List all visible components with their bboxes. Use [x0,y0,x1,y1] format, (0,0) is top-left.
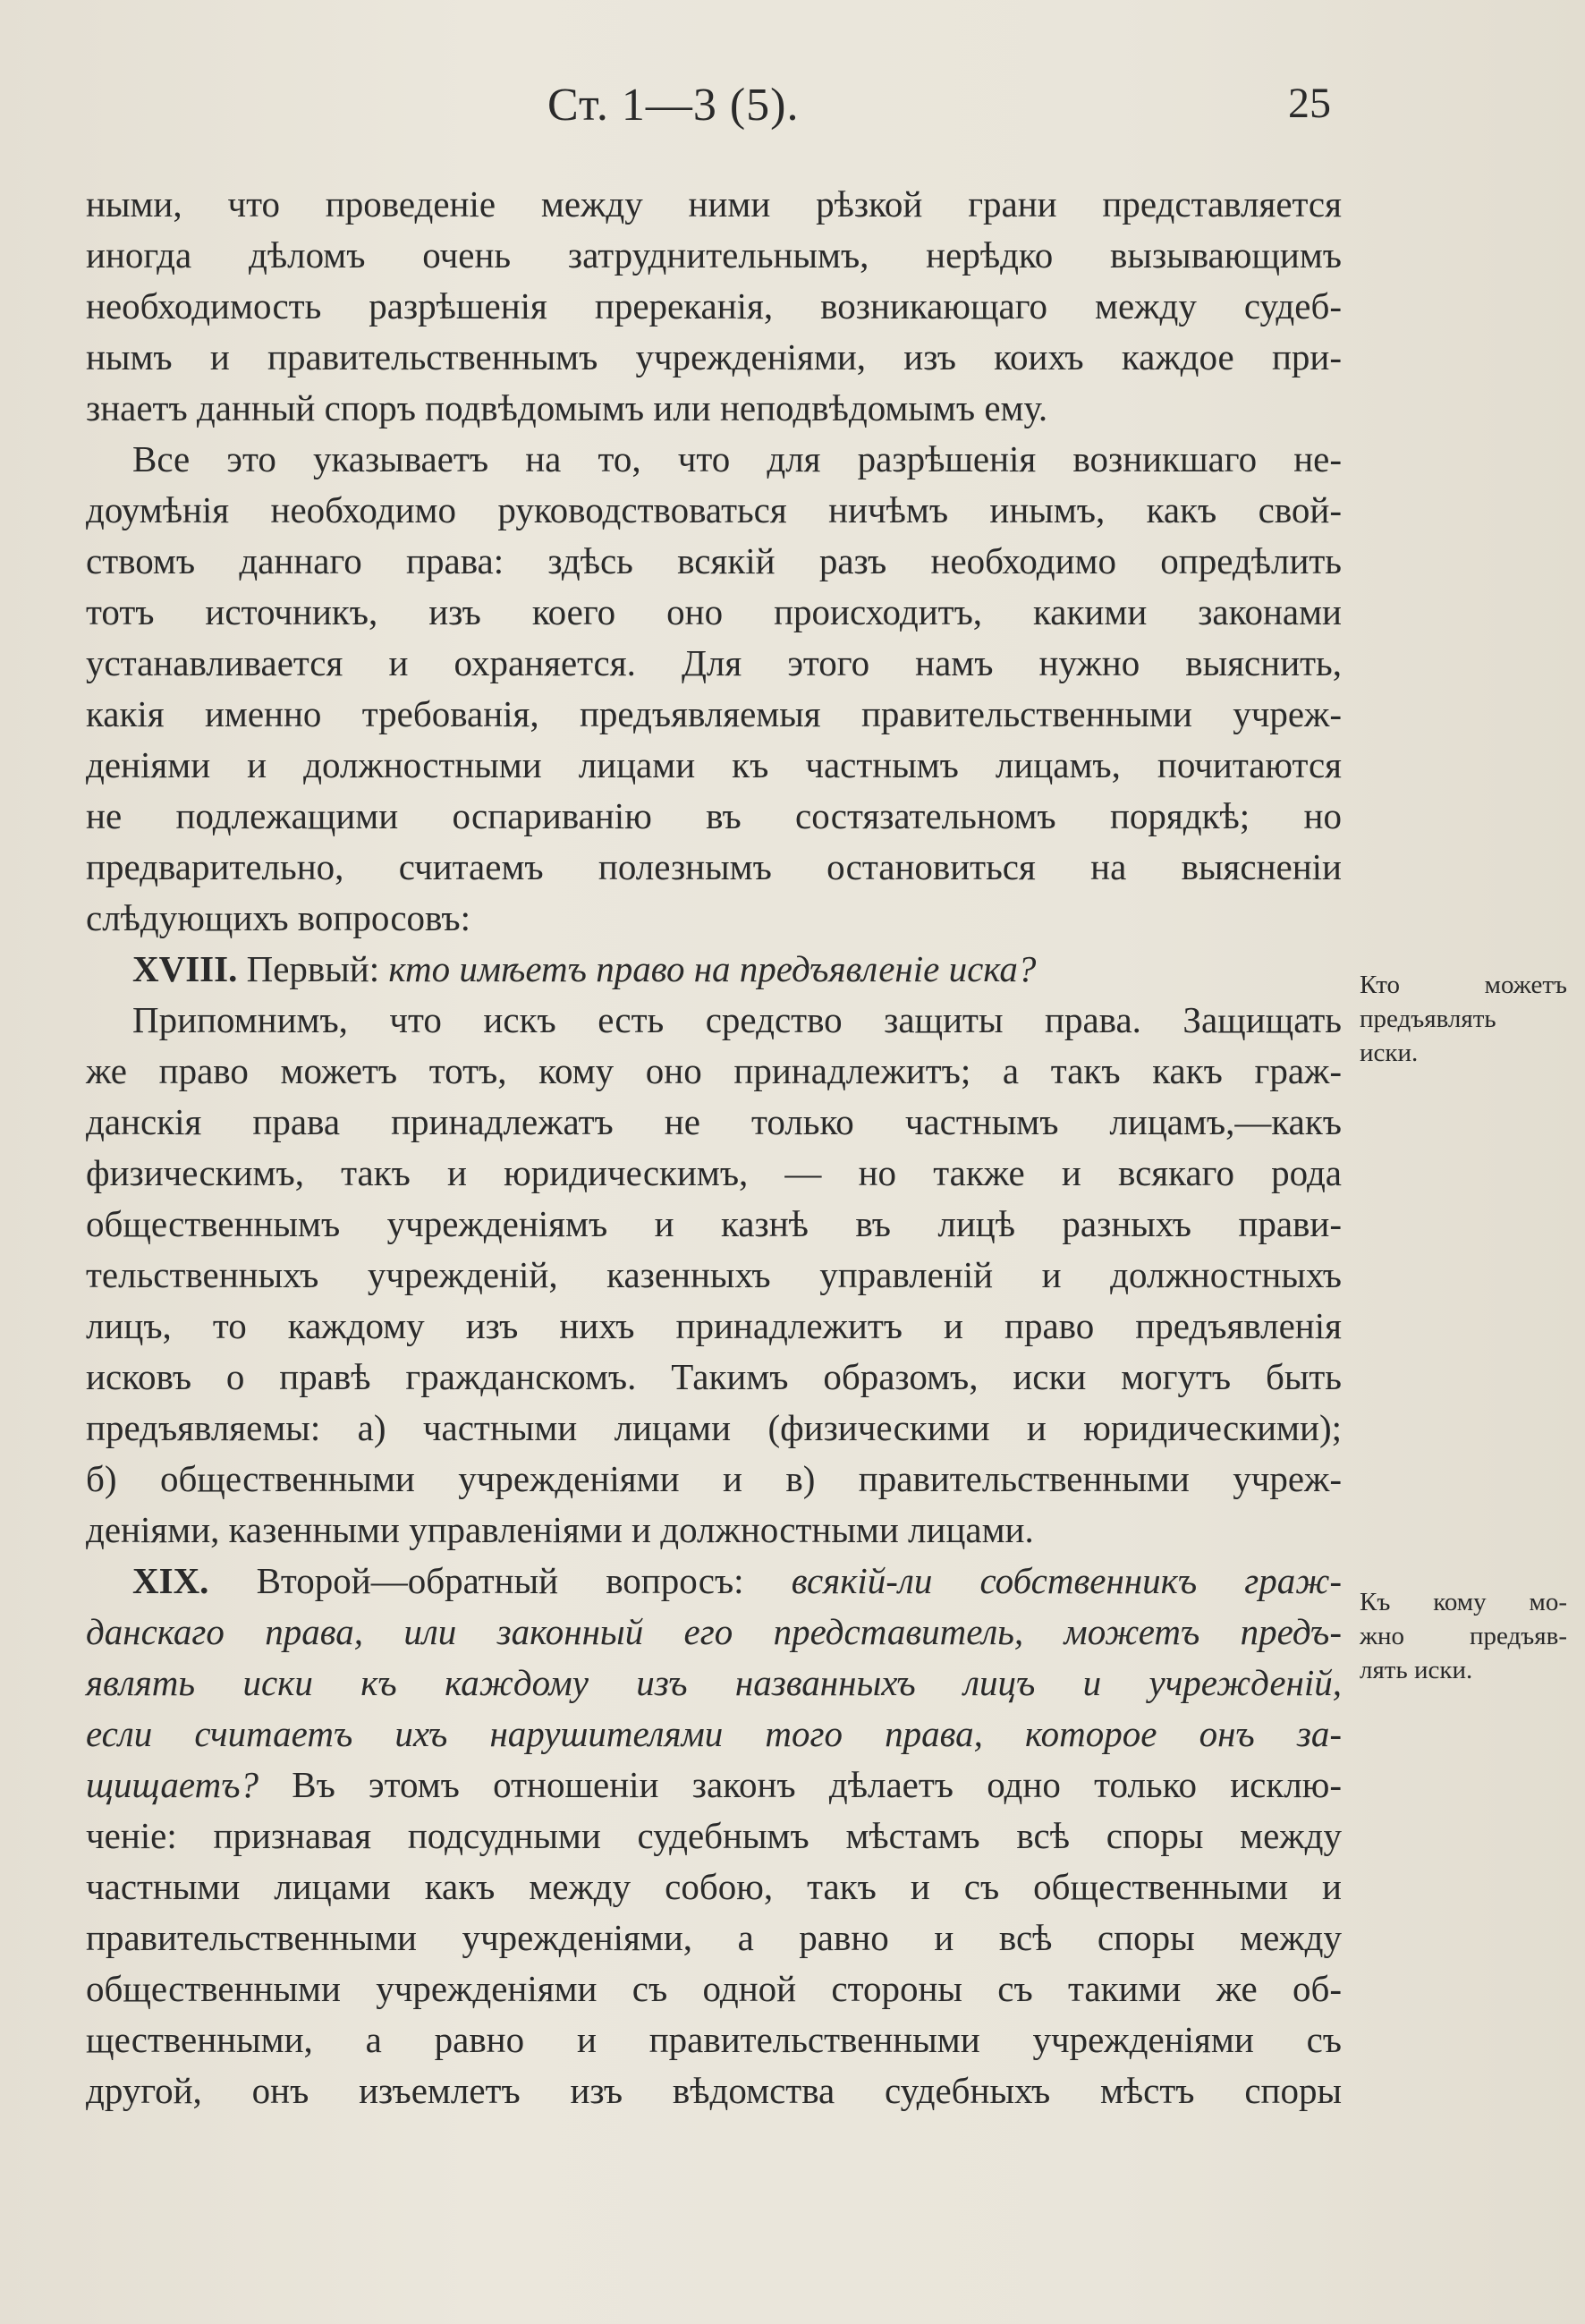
section-number: XIX. [132,1560,209,1601]
text-line: предъявляемы: а) частными лицами (физическими и юридическими); [86,1407,1342,1448]
text-line: тельственныхъ учрежденій, казенныхъ управленій и должностныхъ [86,1254,1342,1295]
section-lead: Первый: [246,948,380,989]
text-line: ными, что проведеніе между ними рѣзкой грани представляется [86,183,1342,225]
text-line: доумѣнія необходимо руководствоваться ничѣмъ инымъ, какъ свой- [86,489,1342,530]
text-line: общественными учрежденіями съ одной стороны съ такими же об- [86,1968,1342,2009]
text-line: деніями и должностными лицами къ частнымъ лицамъ, почитаются [86,744,1342,785]
text-line: физическимъ, такъ и юридическимъ, — но также и всякаго рода [86,1152,1342,1193]
text-line: щественными, а равно и правительственными учрежденіями съ [86,2019,1342,2060]
paragraph-3 [86,995,1342,1556]
paragraph-2 [86,434,1342,944]
text-line: слѣдующихъ вопросовъ: [86,897,470,938]
margin-note-against-whom [1360,1585,1567,1687]
text-line [86,944,1342,995]
margin-note-line: Кто можетъ [1360,971,1567,999]
section-question: кто имѣетъ право на предъявленіе иска? [388,948,1037,989]
text-line: необходимость разрѣшенія пререканія, возникающаго между судеб- [86,285,1342,327]
text-line: данскаго права, или законный его представитель, можетъ предъ- [86,1611,1342,1652]
text-line: ченіе: признавая подсудными судебнымъ мѣстамъ всѣ споры между [86,1815,1342,1856]
text-line: данскія права принадлежатъ не только частнымъ лицамъ,—какъ [86,1101,1342,1142]
text-line: устанавливается и охраняется. Для этого намъ нужно выяснить, [86,642,1342,683]
text-line: иногда дѣломъ очень затруднительнымъ, нерѣдко вызывающимъ [86,234,1342,276]
text-line: же право можетъ тотъ, кому оно принадлежитъ; а такъ какъ граж- [86,1050,1342,1091]
text-line [86,1556,1342,1607]
section-number: XVIII. [132,948,238,989]
text-line: являть иски къ каждому изъ названныхъ лицъ и учрежденій, [86,1662,1342,1703]
text-line: общественнымъ учрежденіямъ и казнѣ въ лицѣ разныхъ прави- [86,1203,1342,1244]
text-line: если считаетъ ихъ нарушителями того права, которое онъ за- [86,1713,1342,1754]
section-question-end: щищаетъ? [86,1764,259,1805]
body-text [86,179,1342,2116]
text-line: Все это указываетъ на то, что для разрѣшенія возникшаго не- [132,438,1342,479]
page-number: 25 [1288,80,1331,127]
text-line: тотъ источникъ, изъ коего оно происходитъ, какими законами [86,591,1342,632]
text-line: частными лицами какъ между собою, такъ и съ общественными и [86,1866,1342,1907]
text-line: нымъ и правительственнымъ учрежденіями, изъ коихъ каждое при- [86,336,1342,377]
margin-note-line: иски. [1360,1039,1419,1067]
text-line: правительственными учрежденіями, а равно и всѣ споры между [86,1917,1342,1958]
text-line: исковъ о правѣ гражданскомъ. Такимъ образомъ, иски могутъ быть [86,1356,1342,1397]
section-question-part: всякій-ли собственникъ граж- [791,1560,1343,1601]
text-line: предварительно, считаемъ полезнымъ остановиться на выясненіи [86,846,1342,887]
text-line: б) общественными учрежденіями и в) правительственными учреж- [86,1458,1342,1499]
section-18-heading [86,944,1342,995]
margin-note-line: лять иски. [1360,1656,1473,1684]
margin-note-who-may-sue [1360,968,1567,1070]
text-line: другой, онъ изъемлетъ изъ вѣдомства судебныхъ мѣстъ споры [86,2070,1342,2111]
paragraph-1 [86,179,1342,434]
text-line [86,1760,1342,1811]
margin-note-line: Къ кому мо- [1360,1588,1567,1616]
running-title: Ст. 1—3 (5). [547,80,800,131]
text-line: знаетъ данный споръ подвѣдомымъ или неподвѣдомымъ ему. [86,387,1048,428]
text-line: Припомнимъ, что искъ есть средство защиты права. Защищать [132,999,1342,1040]
text-line: не подлежащими оспариванію въ состязательномъ порядкѣ; но [86,795,1342,836]
margin-note-line: предъявлять [1360,1005,1496,1033]
text-line: какія именно требованія, предъявляемыя правительственными учреж- [86,693,1342,734]
margin-note-line: жно предъяв- [1360,1622,1567,1650]
text-line: ствомъ даннаго права: здѣсь всякій разъ необходимо опредѣлить [86,540,1342,581]
page-header [0,79,1585,132]
text-line: лицъ, то каждому изъ нихъ принадлежитъ и право предъявленія [86,1305,1342,1346]
section-answer-start: Въ этомъ отношеніи законъ дѣлаетъ одно только исклю- [292,1764,1342,1805]
section-19 [86,1556,1342,2116]
section-lead: Второй—обратный вопросъ: [256,1560,744,1601]
text-line: деніями, казенными управленіями и должностными лицами. [86,1509,1034,1550]
